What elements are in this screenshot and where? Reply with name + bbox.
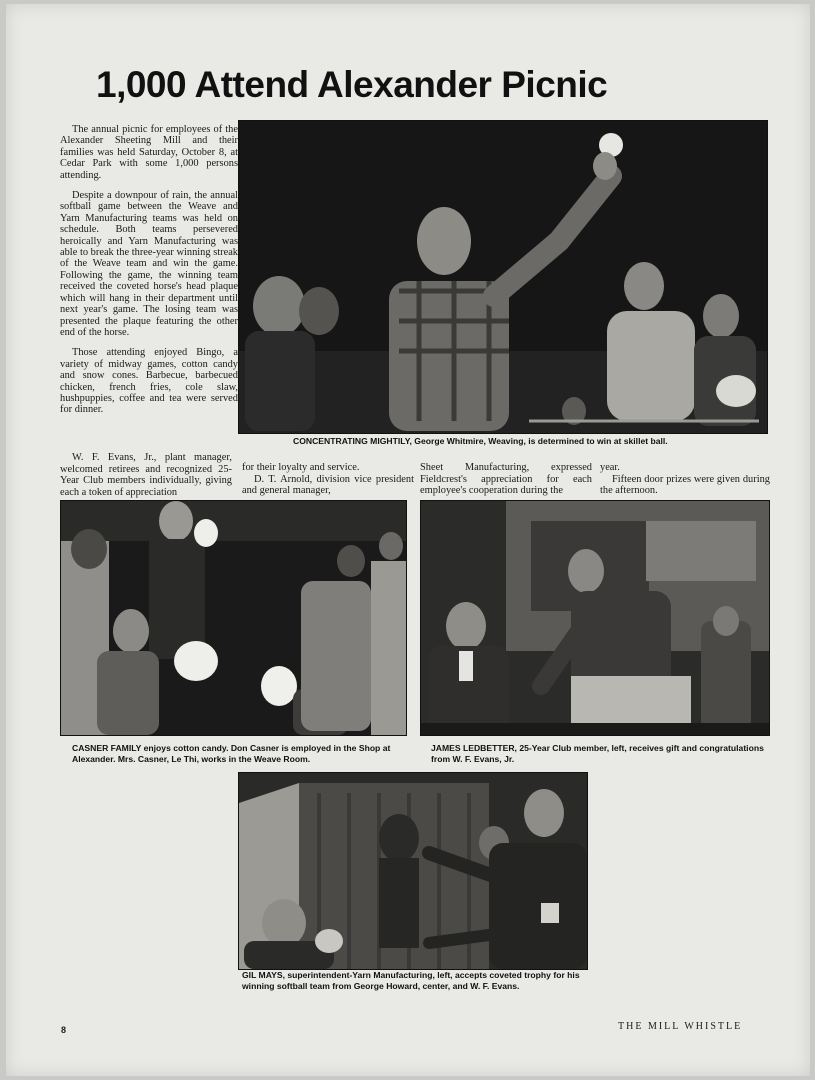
- article-intro: [60, 124, 238, 425]
- caption-gil-mays: GIL MAYS, superintendent-Yarn Manufacturing, left, accepts coveted trophy for his winning softball team from George Howard, center, and W. F. Evans.: [242, 970, 580, 991]
- article-paragraph: Those attending enjoyed Bingo, a variety of midway games, cotton candy and snow cones. Barbecue, barbecued chicken, french fries, cole slaw, hushpuppies, coffee and tea were served for dinner.: [60, 347, 238, 416]
- magazine-page: [6, 4, 810, 1076]
- article-paragraph: D. T. Arnold, division vice president and general manager,: [242, 473, 414, 497]
- article-paragraph: W. F. Evans, Jr., plant manager, welcomed retirees and recognized 25-Year Club members individually, giving each a token of appreciation: [60, 452, 232, 498]
- publication-name: THE MILL WHISTLE: [618, 1021, 743, 1032]
- article-continuation-col-2: [242, 462, 414, 497]
- article-paragraph: Despite a downpour of rain, the annual softball game between the Weave and Yarn Manufacturing teams was held on schedule. Both teams persevered heroically and Yarn Manufacturing was able to break the three-year winning streak of the Weave team and win the game. Following the game, the winning team received the coveted horse's head plaque which will hang in their department until next year's game. The losing team was presented the plaque featuring the other end of the horse.: [60, 190, 238, 338]
- article-paragraph: Sheet Manufacturing, expressed Fieldcrest's appreciation for each employee's cooperation during the: [420, 462, 592, 497]
- article-continuation-col-3: [420, 462, 592, 497]
- page-number: 8: [61, 1025, 67, 1035]
- article-paragraph: for their loyalty and service.: [242, 462, 360, 473]
- article-paragraph: Fifteen door prizes were given during the afternoon.: [600, 473, 770, 497]
- photo-ledbetter: [420, 500, 770, 736]
- article-paragraph: year.: [600, 462, 620, 473]
- photo-gil-mays: [238, 772, 588, 970]
- article-paragraph: The annual picnic for employees of the Alexander Sheeting Mill and their families was held Saturday, October 8, at Cedar Park with some 1,000 persons attending.: [60, 124, 238, 181]
- page-headline: 1,000 Attend Alexander Picnic: [96, 64, 608, 105]
- caption-ledbetter: JAMES LEDBETTER, 25-Year Club member, left, receives gift and congratulations from W. F. Evans, Jr.: [431, 743, 764, 764]
- article-continuation-col-4: [600, 462, 770, 497]
- caption-main: CONCENTRATING MIGHTILY, George Whitmire, Weaving, is determined to win at skillet ball.: [293, 436, 668, 446]
- caption-casner: CASNER FAMILY enjoys cotton candy. Don Casner is employed in the Shop at Alexander. Mrs. Casner, Le Thi, works in the Weave Room.: [72, 743, 391, 764]
- article-continuation-col-1: [60, 452, 232, 498]
- photo-skillet-ball: [238, 120, 768, 434]
- photo-casner-family: [60, 500, 407, 736]
